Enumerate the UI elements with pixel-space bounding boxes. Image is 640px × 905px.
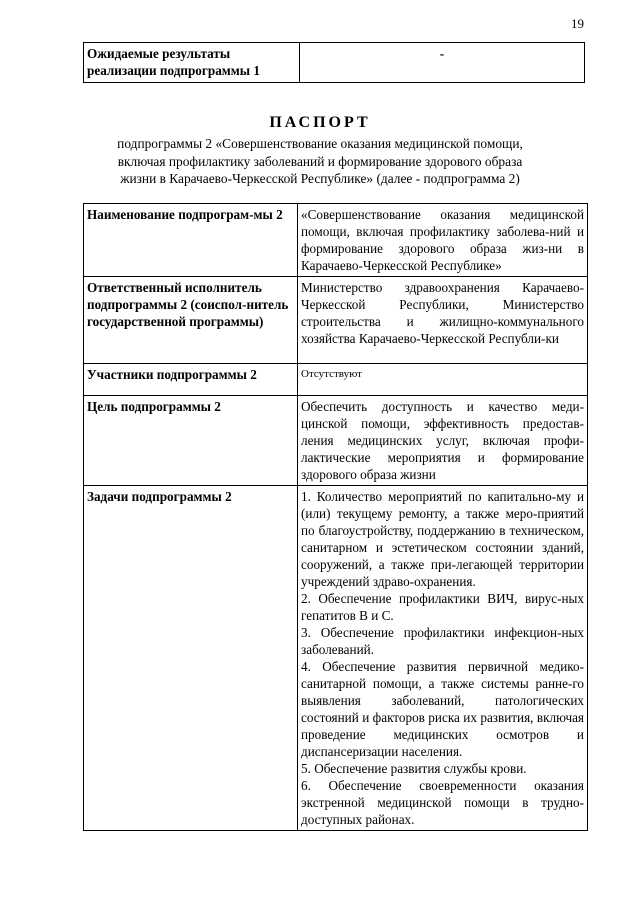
task-item: 5. Обеспечение развития службы крови. bbox=[301, 761, 527, 776]
table-row bbox=[84, 277, 588, 364]
task-item: 1. Количество мероприятий по капитально-му и (или) текущему ремонту, а также меро-приятий по благоустройству, поддержанию в техническом, санитарном и эстетическом состоянии зданий, сооружений, а также при-легающей территории учреждений здраво-охранения. bbox=[301, 489, 584, 589]
expected-results-value: - bbox=[300, 43, 585, 83]
table-row bbox=[84, 396, 588, 486]
task-item: 3. Обеспечение профилактики инфекцион-ных заболеваний. bbox=[301, 625, 584, 657]
expected-results-table bbox=[83, 42, 585, 83]
row-value-participants: Отсутствуют bbox=[298, 364, 588, 396]
task-item: 6. Обеспечение своевременности оказания экстренной медицинской помощи в трудно-доступных районах. bbox=[301, 778, 584, 827]
page-number: 19 bbox=[571, 16, 584, 31]
row-value-tasks bbox=[298, 486, 588, 831]
expected-results-label: Ожидаемые результаты реализации подпрограммы 1 bbox=[84, 43, 300, 83]
passport-title bbox=[0, 113, 640, 188]
passport-subtitle bbox=[0, 135, 640, 188]
row-value-goal: Обеспечить доступность и качество меди-цинской помощи, эффективность предостав-ления медицинских услуг, включая профи-лактические мероприятия и формирование здорового образа жизни bbox=[298, 396, 588, 486]
passport-heading: ПАСПОРТ bbox=[269, 114, 371, 131]
row-label-tasks: Задачи подпрограммы 2 bbox=[84, 486, 298, 831]
row-value-name: «Совершенствование оказания медицинской помощи, включая профилактику заболева-ний и формирование здорового образа жиз-ни в Карачаево-Черкесской Республике» bbox=[298, 204, 588, 277]
task-item: 2. Обеспечение профилактики ВИЧ, вирус-ных гепатитов В и С. bbox=[301, 591, 584, 623]
subtitle-line: подпрограммы 2 «Совершенствование оказания медицинской помощи, bbox=[117, 136, 523, 151]
row-label-name: Наименование подпрограм-мы 2 bbox=[84, 204, 298, 277]
passport-table bbox=[83, 203, 588, 831]
row-label-goal: Цель подпрограммы 2 bbox=[84, 396, 298, 486]
task-item: 4. Обеспечение развития первичной медико-санитарной помощи, а также системы ранне-го выявления заболеваний, патологических состояний и факторов риска их развития, включая проведение медицинских осмотров и диспансеризации населения. bbox=[301, 659, 584, 759]
table-row bbox=[84, 486, 588, 831]
subtitle-line: включая профилактику заболеваний и формирование здорового образа bbox=[117, 153, 523, 169]
row-value-executor: Министерство здравоохранения Карачаево-Черкесской Республики, Министерство строительства и жилищно-коммунального хозяйства Карачаево-Черкесской Республи-ки bbox=[298, 277, 588, 364]
table-row bbox=[84, 43, 585, 83]
table-row bbox=[84, 364, 588, 396]
subtitle-line: жизни в Карачаево-Черкесской Республике» (далее - подпрограмма 2) bbox=[120, 171, 520, 186]
row-label-executor: Ответственный исполнитель подпрограммы 2 (соиспол-нитель государственной программы) bbox=[84, 277, 298, 364]
table-row bbox=[84, 204, 588, 277]
row-label-participants: Участники подпрограммы 2 bbox=[84, 364, 298, 396]
